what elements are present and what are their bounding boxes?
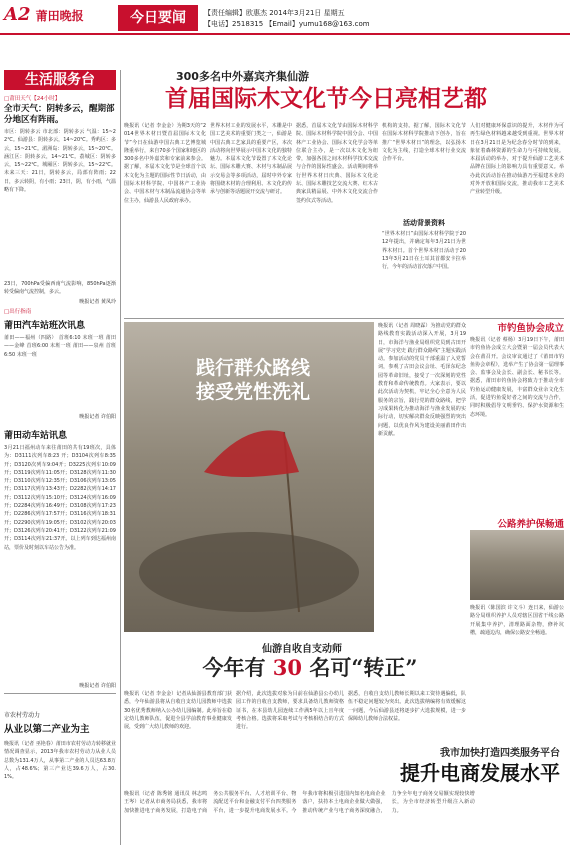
header-rule: [0, 33, 570, 35]
bus-title: 莆田汽车站班次讯息: [4, 321, 86, 331]
lead-col3: 据悉，首届木文化节由国际木材科学院、国际木材科学院中国分会、中国林产工业协会、国际木文化学会等单位联合主办，是一次以木文化为纽带，加强各国之间木材科学技术交流与合作的国际性盛会。活动期间将举行世界木材日庆典、国际木文化论坛、国际木雕技艺交流大赛、红木古典家具精品展、中外木文化交流合作签约仪式等活动。: [296, 123, 378, 204]
bottom-body: 晚报讯（记者 巫艳春）莆田市农村劳动力转移就业情况调查显示，2013年我市农村劳动力从业人员总数为131.4万人，从事第二产业的人员达63.8万人，占48.6%；第三产业达39.6万人，占30.1%。: [4, 741, 116, 781]
bottom-kicker: 市农村劳动力: [4, 712, 41, 719]
lead-divider: [124, 318, 564, 319]
road-photo: [470, 530, 564, 600]
weather-headline: 全市天气：阴转多云，醒期部分地区有阵雨。: [4, 104, 115, 125]
header-contact-line: 【电话】2518315 【Email】yumu168@163.com: [204, 20, 370, 28]
column-divider: [120, 70, 121, 845]
teacher-headline-post: 名可“转正”: [309, 655, 418, 680]
bus-editor: 晚报记者 许伯阳: [79, 414, 116, 420]
lead-col5: 人们对健康环保意识的提升，木材作为可再生绿色材料越来越受到重视。世界木材日在3月21日是为纪念春分时节的到来，象征着森林资源的生命力与可持续发展。本届活动的举办，对于提升仙游工艺美术品牌在国际上的影响力具有重要意义。举办此次活动旨在推动仙游乃至福建木业的对外开放和国际交流，推动我市工艺美术产业转型升级。: [470, 123, 564, 196]
ecommerce-headline: 提升电商发展水平: [400, 761, 560, 785]
weather-body: 市区：阴转多云 市北部：阴转多云 气温：15~22℃。仙游县：阴转多云，14~20℃。秀屿区：多云，15~21℃。湄洲岛：阴转多云，15~20℃。涵江区：阴转多云，14~21℃。荔城区：阴转多云，15~22℃。城厢区：阴转多云，15~22℃。未来三天：21日，阴转多云，局部有阵雨；22日，多云转阴，有小雨；23日，阴，有小雨，气温略有下降。: [4, 129, 116, 194]
train-body: 3月21日福州动车来往莆田的共有19班次，具体为：D3111次列车8:23 开；D3104次列车8:35开；D3120次列车9:04开；D3225次列车10:09开；D3119次列车11:05开；D3128次列车11:30开；D3110次列车12:35开；D3106次列车13:05开；D3117次列车13:43开；D2282次列车14:17开；D3112次列车15:10开；D3124次列车16:09开；D2284次列车16:49开；D3108次列车17:23开；D2286次列车17:57开；D3116次列车18:31开；D2290次列车19:05开；D3102次列车20:03开；D3126次列车20:41开；D3122次列车21:09开；D3114次列车21:37开。以上列车到达福州南站，票价及时刻以车站公告为准。: [4, 445, 116, 551]
header-editor-line: 【责任编辑】欧惠杰 2014年3月21日 星期五: [204, 9, 345, 17]
teacher-kicker: 仙游自收自支动师: [262, 644, 342, 655]
section-title: 今日要闻: [118, 5, 198, 31]
sidebar-title: 生活服务台: [4, 70, 116, 90]
teacher-col2: 据介绍，此次选拔对象为目前在仙游县公办幼儿园工作的自收自支教师，要求具备幼儿教师资格证书，在本县幼儿园连续工作满5年以上且年度考核合格。选拔将采取考试与考核相结合的方式进行。: [236, 691, 344, 731]
bus-body: 莆田——福州（四路） 首班6:10 末班一班 莆田——金峰 首班6:00 末班一班 莆田——泉州 首班6:50 末班一班: [4, 335, 116, 358]
club-title: 市钓鱼协会成立: [497, 323, 564, 334]
lead-col4-subhead: 活动背景资料: [403, 219, 445, 227]
masthead-logo: [4, 4, 112, 34]
road-title: 公路养护保畅通: [497, 519, 564, 530]
club-body: 晚报讯（记者 蔡杨）3月19日下午，莆田市钓鱼协会成立大会暨第一届会员代表大会在莆召开。会议审议通过了《莆田市钓鱼协会章程》，选举产生了协会第一届理事会、监事会及会长、副会长、秘书长等。据悉，莆田市钓鱼协会将致力于推动全市钓鱼运动健康发展，丰富群众业余文化生活，促进钓鱼爱好者之间的交流与合作，同时积极倡导文明垂钓、保护水资源和生态环境。: [470, 337, 564, 418]
lead-kicker: 300多名中外嘉宾齐集仙游: [176, 70, 309, 83]
rally-headline: 践行群众路线 接受党性洗礼: [196, 357, 311, 403]
weather-label: □莆田天气【24小时】: [4, 96, 61, 102]
header-info: [204, 8, 370, 30]
bus-label: □出行指南: [4, 309, 32, 315]
teacher-col3: 据悉，自收自支幼儿教师长期以来工资待遇偏低，队伍不稳定问题较为突出。此次选拔纳编将有效缓解这一问题，今后仙游县还将逐步扩大选拔规模，进一步保障幼儿教师合法权益。: [348, 691, 466, 722]
ecommerce-kicker: 我市加快打造四类服务平台: [440, 748, 560, 759]
teacher-headline-num: 30: [272, 655, 303, 680]
sidebar-divider: [4, 693, 116, 694]
lead-col1: 晚报讯（记者 李金金）为期3天的“2014世界木材日暨首届国际木文化节”今日在仙游中国古典工艺博览城隆重举行，来自70多个国家和地区的300多名中外嘉宾和专家前来参会。据了解，本届木文化节是全球首个以木文化为主题的国际性节日活动，由国际木材科学院、中国林产工业协会、中国木材与木制品流通协会等单位主办，仙游县人民政府承办。: [124, 123, 206, 204]
weather-misc: 23日，700hPa受偏西南气流影响，850hPa逐渐转受偏南气流控制，多云。: [4, 281, 116, 296]
weather-editor: 晚报记者 黄凤玲: [79, 299, 116, 305]
train-title: 莆田动车站讯息: [4, 431, 68, 441]
teacher-headline-pre: 今年有: [202, 655, 266, 680]
bottom-headline: 从业以第二产业为主: [4, 724, 90, 735]
train-editor: 晚报记者 许伯阳: [79, 683, 116, 689]
road-caption: 晚报讯（陈国滨 许文斗）连日来，仙游公路分局组织养护人员对辖区国省干线公路开展集中养护，清理路面杂物，修补坑槽，疏通边沟，确保公路安全畅通。: [470, 605, 564, 636]
lead-col4: 机构的支持。据了解，国际木文化节在国际木材科学院推动下创办，旨在推广“世界木材日”的理念，以弘扬木文化为主线，打造全球木材行业交流合作平台。: [382, 123, 466, 163]
lead-headline: 首届国际木文化节今日亮相艺都: [165, 85, 487, 112]
rally-body: 晚报讯（记者 周晓霖）为推动党的群众路线教育实践活动深入开展，3月19日，市海洋与渔业局组织党员到古田开展“学习党史 践行群众路线”主题实践活动。参加活动的党员干部重温了入党誓词，参观了古田会议会址、毛泽东纪念园等革命旧址，接受了一次深刻的党性教育和革命传统教育。大家表示，要以此次活动为契机，牢记全心全意为人民服务的宗旨，践行党的群众路线，把学习成果转化为推动海洋与渔业发展的实际行动，切实解决群众反映强烈的突出问题，以优良作风为建设美丽莆田作出新贡献。: [378, 323, 466, 437]
ecommerce-body: 晚报讯（记者 陈秀铭 通讯员 林志鸣 王岑）记者从市商务局获悉，我市将加快推进电子商务发展，打造电子商务公共服务平台、人才培训平台、物流配送平台和金融支付平台四类服务平台，进一步提升电商发展水平。今年我市将积极引进国内知名电商企业落户，扶持本土电商企业做大做强，推动传统产业与电子商务深度融合，力争全年电子商务交易额实现较快增长，为全市经济转型升级注入新动力。: [124, 791, 475, 814]
newspaper-brand: 莆田晚报: [35, 9, 84, 23]
lead-col2: 世界木材工业的发展水平，木雕是中国工艺美术的重要门类之一，仙游是中国古典工艺家具的重要产区，本次活动将向世界展示中国木文化的独特魅力。本届木文化节设置了木文化论坛、国际木雕大赛、木材与木制品展示交易会等多项活动，届时中外专家将围绕木材的合理利用、木文化的传承与创新等话题展开交流与研讨。: [210, 123, 292, 196]
teacher-col1: 晚报讯（记者 李金金）记者从仙游县教育部门获悉，今年仙游县将从自收自支幼儿园教师中选拔30名优秀教师纳入公办幼儿园编制。此举旨在稳定幼儿教师队伍，促进全县学前教育事业健康发展，受到广大幼儿教师的欢迎。: [124, 691, 232, 731]
page-number: A2: [4, 4, 31, 25]
rally-photo: [124, 322, 374, 632]
lead-col4b: “世界木材日”由国际木材科学院于2012年提出，并确定每年3月21日为世界木材日。首个世界木材日活动于2013年3月21日在土耳其首都安卡拉举行，今年的活动首次落户中国。: [382, 231, 466, 271]
teacher-headline: [160, 654, 460, 682]
